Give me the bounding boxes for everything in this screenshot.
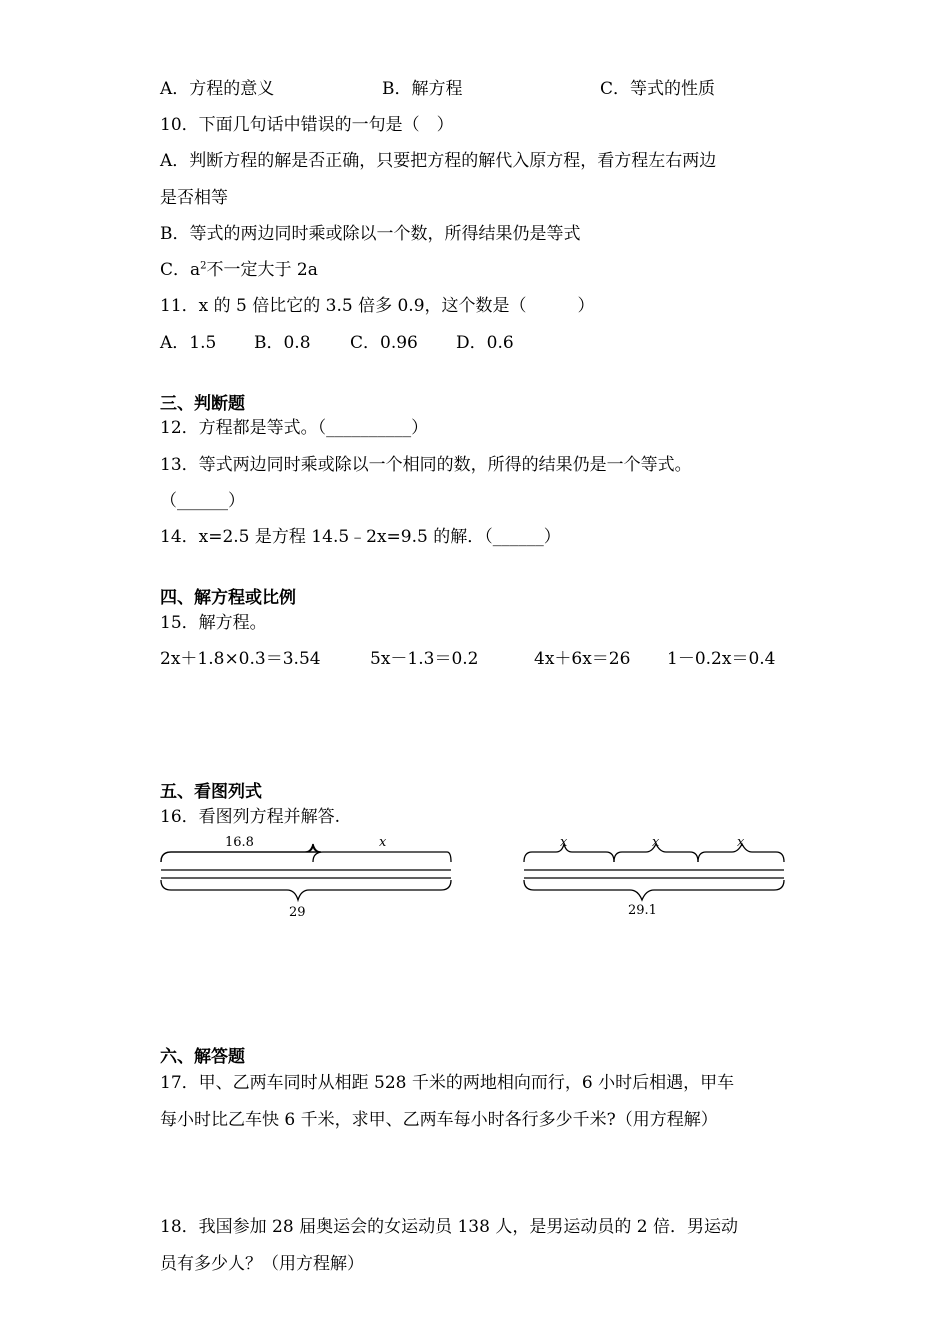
diagram-1-brace-segment-2 bbox=[313, 852, 451, 862]
diagram-2-label-segment-2: x bbox=[652, 835, 660, 850]
diagram-2 bbox=[518, 830, 793, 925]
q9-option-a: A．方程的意义 bbox=[160, 79, 275, 99]
q11-option-d: D．0.6 bbox=[456, 333, 514, 353]
q10-option-a-line2: 是否相等 bbox=[160, 188, 228, 208]
q14: 14．x=2.5 是方程 14.5﹣2x=9.5 的解．（______） bbox=[160, 527, 561, 547]
q11-stem: 11．x 的 5 倍比它的 3.5 倍多 0.9，这个数是（ ） bbox=[160, 296, 595, 316]
diagram-2-total-brace bbox=[524, 880, 784, 900]
equation-2: 5x－1.3＝0.2 bbox=[370, 649, 479, 669]
q10-option-b: B．等式的两边同时乘或除以一个数，所得结果仍是等式 bbox=[160, 224, 581, 244]
diagram-1-label-total: 29 bbox=[289, 905, 306, 920]
equation-4: 1－0.2x＝0.4 bbox=[667, 649, 776, 669]
section5-title: 五、看图列式 bbox=[160, 782, 262, 802]
diagram-1 bbox=[155, 830, 455, 925]
q11-option-c: C．0.96 bbox=[350, 333, 418, 353]
q17-line2: 每小时比乙车快 6 千米，求甲、乙两车每小时各行多少千米?（用方程解） bbox=[160, 1110, 718, 1130]
q13-line1: 13．等式两边同时乘或除以一个相同的数，所得的结果仍是一个等式。 bbox=[160, 455, 692, 475]
q18-line1: 18．我国参加 28 届奥运会的女运动员 138 人，是男运动员的 2 倍．男运动 bbox=[160, 1217, 738, 1237]
q17-line1: 17．甲、乙两车同时从相距 528 千米的两地相向而行，6 小时后相遇，甲车 bbox=[160, 1073, 735, 1093]
q16: 16．看图列方程并解答. bbox=[160, 807, 341, 827]
section6-title: 六、解答题 bbox=[160, 1047, 245, 1067]
q10-stem: 10．下面几句话中错误的一句是（ ） bbox=[160, 115, 454, 135]
equation-1: 2x＋1.8×0.3＝3.54 bbox=[160, 649, 321, 669]
equation-3: 4x＋6x＝26 bbox=[534, 649, 631, 669]
q10-option-a-line1: A．判断方程的解是否正确，只要把方程的解代入原方程，看方程左右两边 bbox=[160, 151, 717, 171]
q15: 15．解方程。 bbox=[160, 613, 267, 633]
diagram-1-total-brace bbox=[161, 880, 451, 900]
diagram-1-label-segment-1: 16.8 bbox=[225, 835, 254, 850]
diagram-2-brace-segment-1 bbox=[524, 844, 614, 862]
q9-option-c: C．等式的性质 bbox=[600, 79, 716, 99]
diagram-1-label-segment-2: x bbox=[379, 835, 387, 850]
diagram-2-label-segment-1: x bbox=[560, 835, 568, 850]
q13-line2: （______） bbox=[160, 491, 245, 511]
diagram-2-label-segment-3: x bbox=[737, 835, 745, 850]
q9-option-b: B．解方程 bbox=[382, 79, 463, 99]
diagram-2-label-total: 29.1 bbox=[628, 903, 657, 918]
q18-line2: 员有多少人？（用方程解） bbox=[160, 1254, 364, 1274]
q12: 12．方程都是等式。（__________） bbox=[160, 418, 429, 438]
q10-option-c: C．$a^2$不一定大于 2a bbox=[160, 260, 318, 280]
q11-option-a: A．1.5 bbox=[160, 333, 217, 353]
q11-option-b: B．0.8 bbox=[254, 333, 311, 353]
section4-title: 四、解方程或比例 bbox=[160, 588, 296, 608]
section3-title: 三、判断题 bbox=[160, 394, 245, 414]
